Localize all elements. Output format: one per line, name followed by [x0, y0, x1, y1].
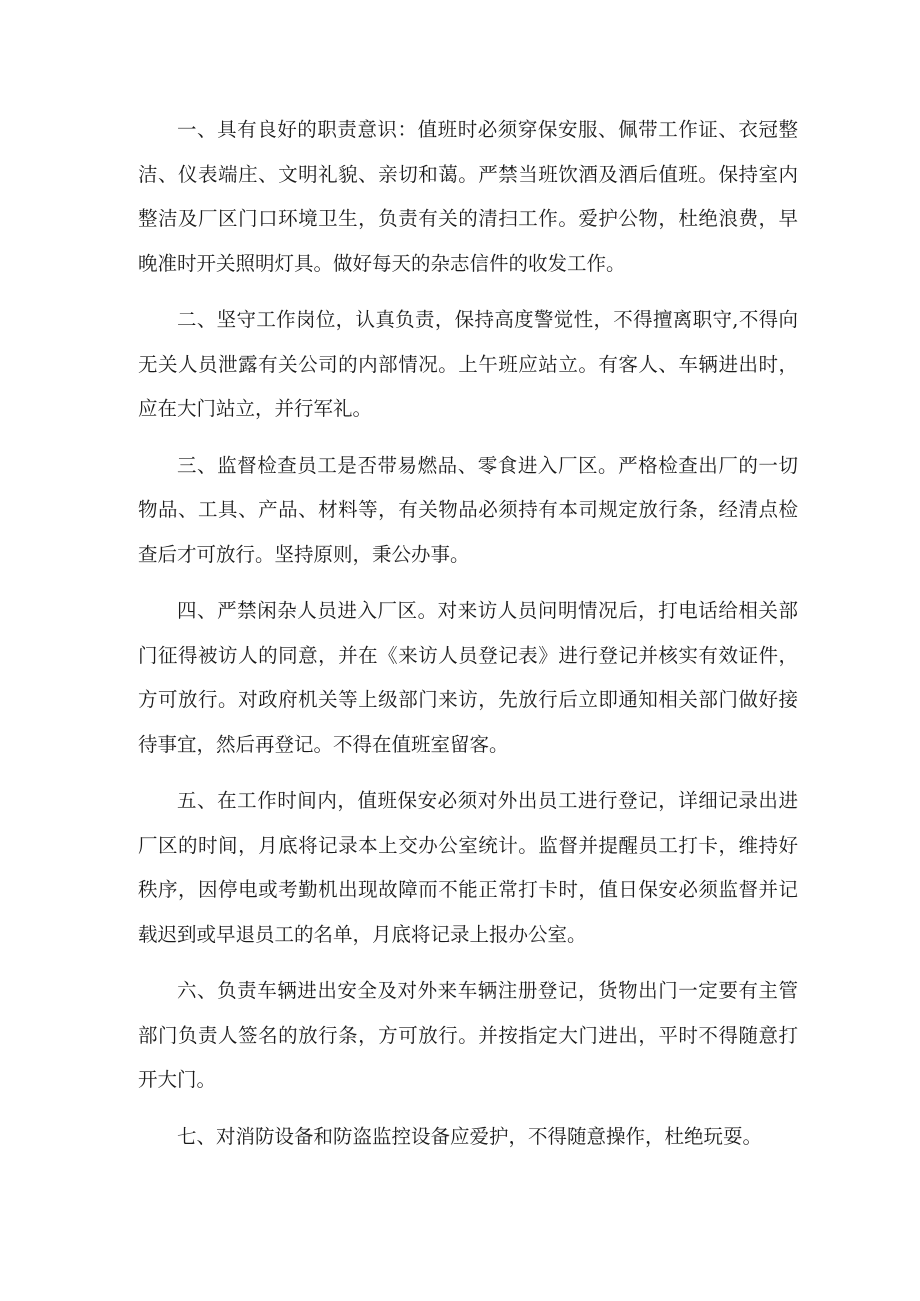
paragraph-3: 三、监督检查员工是否带易燃品、零食进入厂区。严格检查出厂的一切物品、工具、产品、材料等，有关物品必须持有本司规定放行条，经清点检查后才可放行。坚持原则，秉公办事。: [138, 453, 798, 566]
paragraph-7: 七、对消防设备和防盗监控设备应爱护，不得随意操作，杜绝玩耍。: [177, 1124, 763, 1148]
document-body: [138, 108, 798, 1171]
paragraph-6: 六、负责车辆进出安全及对外来车辆注册登记，货物出门一定要有主管部门负责人签名的放行条，方可放行。并按指定大门进出，平时不得随意打开大门。: [138, 979, 798, 1091]
paragraph-2: 二、坚守工作岗位，认真负责，保持高度警觉性，不得擅离职守,不得向无关人员泄露有关公司的内部情况。上午班应站立。有客人、车辆进出时，应在大门站立，并行军礼。: [138, 308, 798, 420]
paragraph-4: 四、严禁闲杂人员进入厂区。对来访人员问明情况后，打电话给相关部门征得被访人的同意，并在《来访人员登记表》进行登记并核实有效证件，方可放行。对政府机关等上级部门来访，先放行后立即通知相关部门做好接待事宜，然后再登记。不得在值班室留客。: [138, 599, 798, 756]
paragraph-1: 一、具有良好的职责意识：值班时必须穿保安服、佩带工作证、衣冠整洁、仪表端庄、文明礼貌、亲切和蔼。严禁当班饮酒及酒后值班。保持室内整洁及厂区门口环境卫生，负责有关的清扫工作。爱护公物，杜绝浪费，早晚准时开关照明灯具。做好每天的杂志信件的收发工作。: [138, 118, 798, 275]
paragraph-5: 五、在工作时间内，值班保安必须对外出员工进行登记，详细记录出进厂区的时间，月底将记录本上交办公室统计。监督并提醒员工打卡，维持好秩序，因停电或考勤机出现故障而不能正常打卡时，值日保安必须监督并记载迟到或早退员工的名单，月底将记录上报办公室。: [138, 789, 798, 946]
